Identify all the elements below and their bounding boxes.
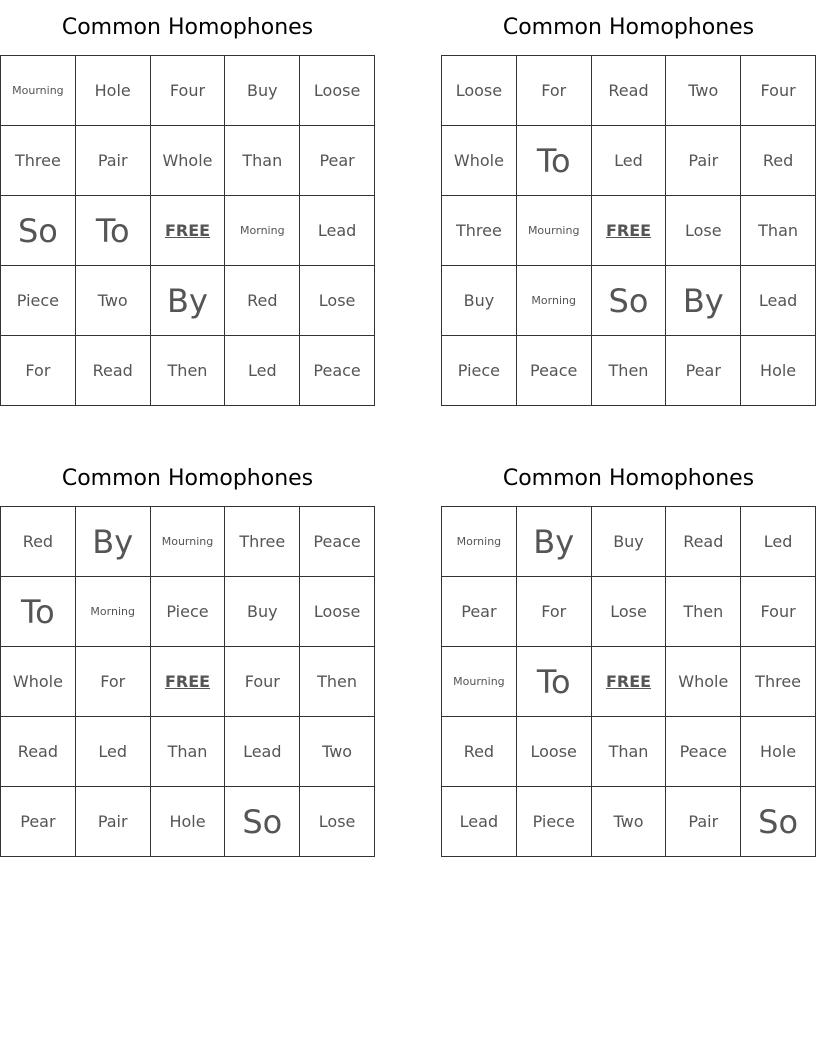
bingo-cell: Pair (666, 126, 741, 196)
bingo-cell: Loose (300, 56, 375, 126)
free-space-cell: FREE (592, 647, 667, 717)
bingo-cell: Loose (442, 56, 517, 126)
bingo-cell: Buy (442, 266, 517, 336)
bingo-cell: Mourning (151, 507, 226, 577)
bingo-cell: Lose (592, 577, 667, 647)
bingo-cell: Morning (225, 196, 300, 266)
bingo-grid (0, 506, 375, 857)
bingo-cell: Four (741, 56, 816, 126)
bingo-cell: Three (442, 196, 517, 266)
bingo-cell: By (517, 507, 592, 577)
bingo-cell: Three (1, 126, 76, 196)
card-title: Common Homophones (502, 466, 755, 491)
bingo-cell: Two (76, 266, 151, 336)
bingo-cell: Lose (666, 196, 741, 266)
bingo-cell: Read (1, 717, 76, 787)
bingo-cell: For (517, 577, 592, 647)
bingo-cell: Lead (300, 196, 375, 266)
bingo-cell: Buy (592, 507, 667, 577)
bingo-cell: By (666, 266, 741, 336)
bingo-grid (441, 506, 816, 857)
bingo-cell: Peace (666, 717, 741, 787)
bingo-grid (441, 55, 816, 406)
bingo-cell: Four (225, 647, 300, 717)
bingo-cell: Piece (442, 336, 517, 406)
bingo-cell: Mourning (517, 196, 592, 266)
bingo-cell: By (151, 266, 226, 336)
card-title: Common Homophones (61, 15, 314, 40)
bingo-cell: Whole (151, 126, 226, 196)
bingo-cell: Led (741, 507, 816, 577)
bingo-cell: Morning (517, 266, 592, 336)
bingo-cell: Red (225, 266, 300, 336)
bingo-cell: To (517, 647, 592, 717)
bingo-cell: Loose (300, 577, 375, 647)
bingo-cell: Read (592, 56, 667, 126)
bingo-cell: Lead (741, 266, 816, 336)
bingo-cell: Then (151, 336, 226, 406)
bingo-cell: Hole (76, 56, 151, 126)
bingo-cell: Lose (300, 266, 375, 336)
bingo-cell: Pear (442, 577, 517, 647)
bingo-grid (0, 55, 375, 406)
free-space-cell: FREE (151, 196, 226, 266)
bingo-cell: So (1, 196, 76, 266)
bingo-cell: To (1, 577, 76, 647)
bingo-cell: Two (300, 717, 375, 787)
bingo-cell: Four (151, 56, 226, 126)
free-space-cell: FREE (592, 196, 667, 266)
bingo-card-1 (0, 0, 375, 406)
bingo-cell: Lead (225, 717, 300, 787)
bingo-cell: To (517, 126, 592, 196)
bingo-cell: For (517, 56, 592, 126)
bingo-cell: By (76, 507, 151, 577)
bingo-cell: Lead (442, 787, 517, 857)
bingo-cell: Piece (1, 266, 76, 336)
bingo-cell: Than (741, 196, 816, 266)
bingo-card-3 (0, 451, 375, 857)
bingo-cell: Peace (300, 507, 375, 577)
bingo-cell: Read (666, 507, 741, 577)
bingo-cell: Led (225, 336, 300, 406)
bingo-cell: Mourning (442, 647, 517, 717)
bingo-cell: Than (151, 717, 226, 787)
bingo-cell: Four (741, 577, 816, 647)
bingo-cell: To (76, 196, 151, 266)
bingo-cell: Than (592, 717, 667, 787)
bingo-cell: Lose (300, 787, 375, 857)
bingo-cell: Then (592, 336, 667, 406)
bingo-cell: Pair (76, 126, 151, 196)
bingo-cell: Hole (741, 336, 816, 406)
bingo-cell: Mourning (1, 56, 76, 126)
bingo-card-4 (441, 451, 816, 857)
bingo-cell: Read (76, 336, 151, 406)
bingo-cell: For (1, 336, 76, 406)
bingo-card-2 (441, 0, 816, 406)
bingo-cell: Peace (300, 336, 375, 406)
bingo-cell: Then (666, 577, 741, 647)
bingo-cell: Whole (1, 647, 76, 717)
card-title: Common Homophones (502, 15, 755, 40)
bingo-cell: For (76, 647, 151, 717)
free-space-cell: FREE (151, 647, 226, 717)
bingo-cell: Piece (151, 577, 226, 647)
bingo-cell: Pair (76, 787, 151, 857)
bingo-cell: Morning (76, 577, 151, 647)
bingo-cell: Whole (666, 647, 741, 717)
card-title: Common Homophones (61, 466, 314, 491)
bingo-cell: Pair (666, 787, 741, 857)
bingo-cell: Piece (517, 787, 592, 857)
bingo-cell: So (592, 266, 667, 336)
bingo-cell: Then (300, 647, 375, 717)
bingo-cell: Whole (442, 126, 517, 196)
bingo-cell: Hole (151, 787, 226, 857)
bingo-cell: Three (225, 507, 300, 577)
bingo-cell: Buy (225, 56, 300, 126)
bingo-cell: Red (442, 717, 517, 787)
bingo-cell: Red (1, 507, 76, 577)
bingo-cell: Than (225, 126, 300, 196)
bingo-cell: Pear (1, 787, 76, 857)
bingo-cell: Pear (300, 126, 375, 196)
bingo-cell: Two (666, 56, 741, 126)
bingo-cell: Three (741, 647, 816, 717)
bingo-cell: Loose (517, 717, 592, 787)
bingo-cell: Two (592, 787, 667, 857)
bingo-cell: So (741, 787, 816, 857)
bingo-cell: Led (592, 126, 667, 196)
bingo-cell: Red (741, 126, 816, 196)
bingo-cell: Morning (442, 507, 517, 577)
bingo-cell: Hole (741, 717, 816, 787)
bingo-cell: Peace (517, 336, 592, 406)
bingo-cell: Pear (666, 336, 741, 406)
bingo-cell: So (225, 787, 300, 857)
bingo-cell: Led (76, 717, 151, 787)
bingo-cell: Buy (225, 577, 300, 647)
